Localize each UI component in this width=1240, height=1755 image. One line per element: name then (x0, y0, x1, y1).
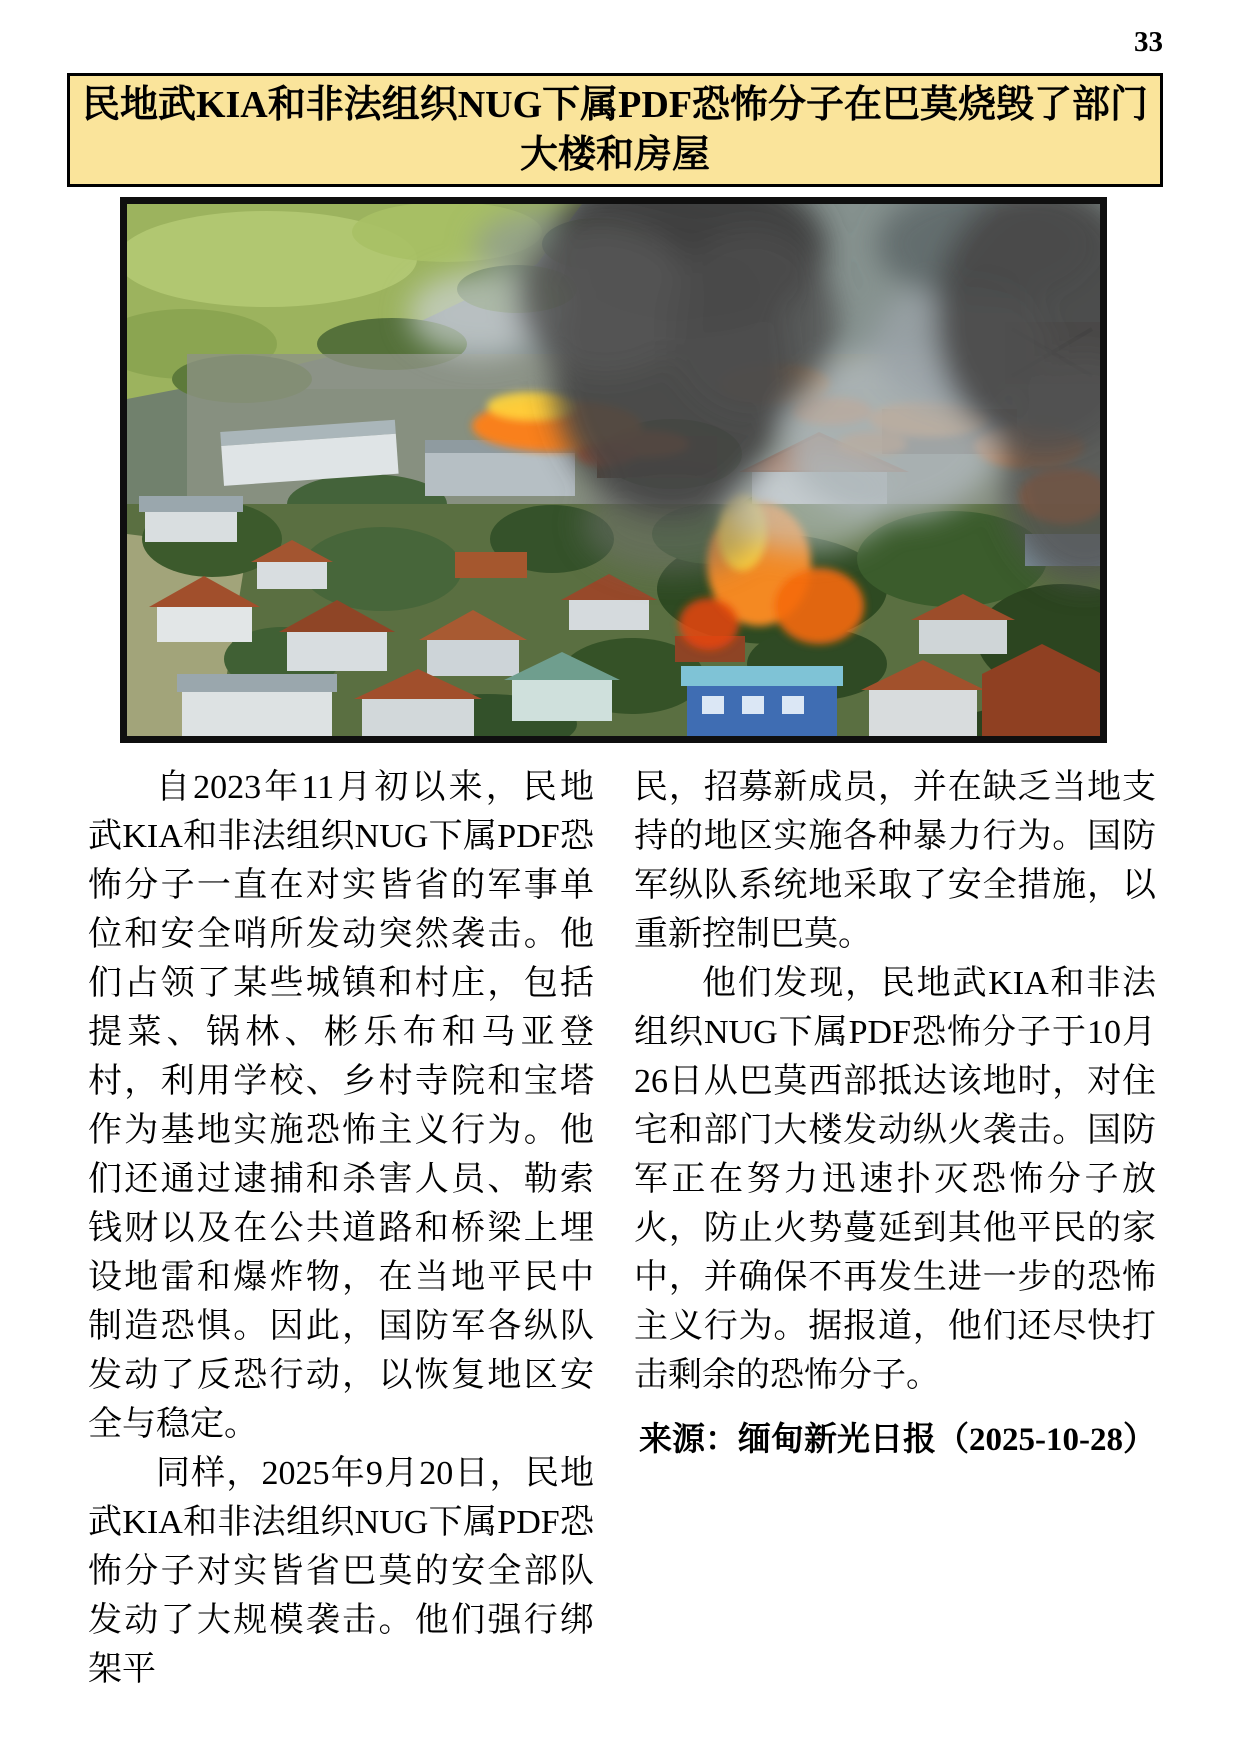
article-left-column (88, 763, 594, 1694)
paragraph: 自2023年11月初以来，民地武KIA和非法组织NUG下属PDF恐怖分子一直在对实皆省的军事单位和安全哨所发动突然袭击。他们占领了某些城镇和村庄，包括提菜、锅林、彬乐布和马亚登村，利用学校、乡村寺院和宝塔作为基地实施恐怖主义行为。他们还通过逮捕和杀害人员、勒索钱财以及在公共道路和桥梁上埋设地雷和爆炸物，在当地平民中制造恐惧。因此，国防军各纵队发动了反恐行动，以恢复地区安全与稳定。 (88, 769, 594, 1443)
paragraph: 他们发现，民地武KIA和非法组织NUG下属PDF恐怖分子于10月26日从巴莫西部抵达该地时，对住宅和部门大楼发动纵火袭击。国防军正在努力迅速扑灭恐怖分子放火，防止火势蔓延到其他平民的家中，并确保不再发生进一步的恐怖主义行为。据报道，他们还尽快打击剩余的恐怖分子。 (634, 965, 1156, 1394)
village-fire-photo (127, 204, 1100, 736)
paragraph: 同样，2025年9月20日，民地武KIA和非法组织NUG下属PDF恐怖分子对实皆省巴莫的安全部队发动了大规模袭击。他们强行绑架平 (88, 1455, 594, 1688)
title-banner (67, 73, 1163, 187)
source-attribution: 来源：缅甸新光日报（2025-10-28） (639, 1422, 1156, 1458)
paragraph: 民，招募新成员，并在缺乏当地支持的地区实施各种暴力行为。国防军纵队系统地采取了安全措施，以重新控制巴莫。 (634, 769, 1156, 953)
photo-frame (120, 197, 1107, 743)
article-right-column (634, 763, 1156, 1465)
page-number: 33 (1134, 26, 1163, 58)
article-title: 民地武KIA和非法组织NUG下属PDF恐怖分子在巴莫烧毁了部门大楼和房屋 (81, 84, 1149, 176)
